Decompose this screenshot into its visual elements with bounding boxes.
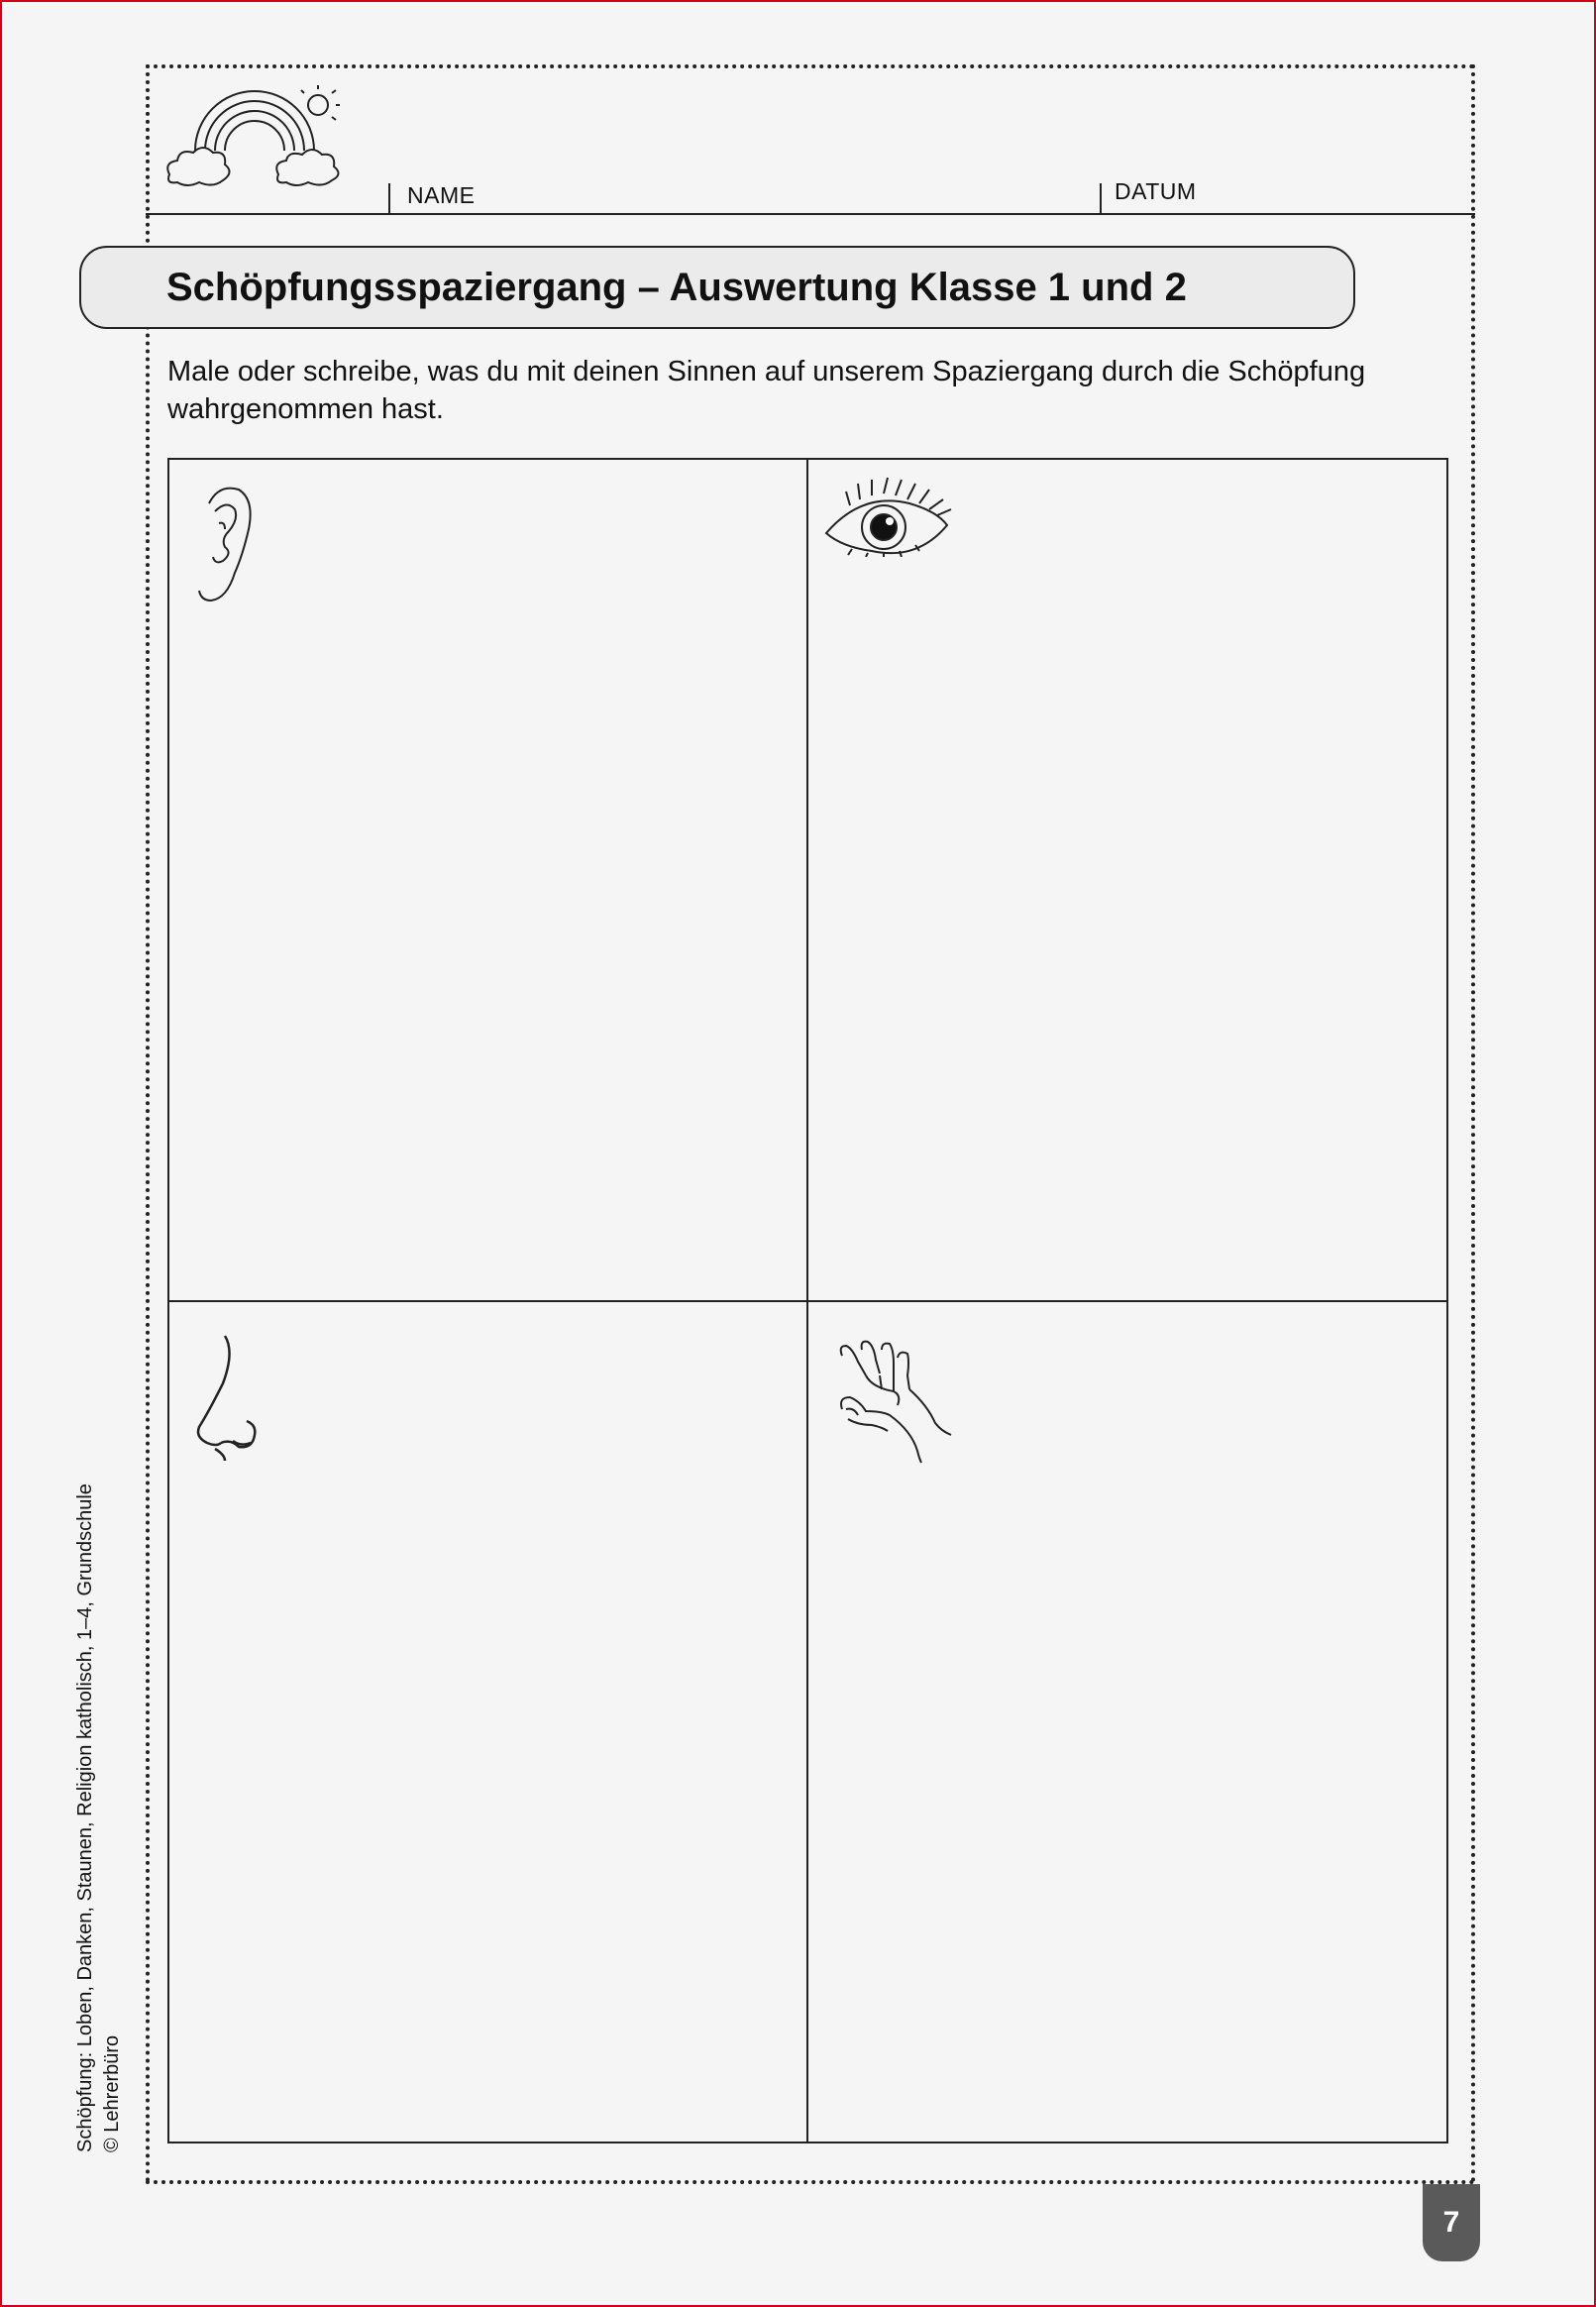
hand-icon — [832, 1336, 961, 1465]
page-number-tab — [1423, 2184, 1480, 2261]
header-line — [146, 213, 1475, 215]
seeing-cell[interactable] — [808, 460, 1446, 1300]
name-label: NAME — [407, 182, 476, 208]
ear-icon — [195, 482, 255, 608]
instruction-text: Male oder schreibe, was du mit deinen Sinnen auf unserem Spaziergang durch die Schöpfung wahrgenommen hast. — [167, 356, 1366, 425]
hearing-cell[interactable] — [169, 460, 806, 1300]
date-label: DATUM — [1115, 178, 1197, 204]
nose-icon — [195, 1332, 261, 1461]
page-number: 7 — [1442, 2206, 1460, 2239]
eye-icon — [822, 476, 955, 557]
smelling-cell[interactable] — [169, 1302, 806, 2142]
page-title: Schöpfungsspaziergang – Auswertung Klasse 1 und 2 — [166, 266, 1187, 309]
copyright-line: © Lehrerbüro — [101, 2034, 123, 2152]
name-divider — [388, 183, 390, 215]
rainbow-icon — [163, 81, 352, 190]
touching-cell[interactable] — [808, 1302, 1446, 2142]
date-divider — [1100, 183, 1102, 215]
source-line: Schöpfung: Loben, Danken, Staunen, Religion katholisch, 1–4, Grundschule — [74, 1483, 96, 2152]
footer-source — [72, 1483, 126, 2152]
